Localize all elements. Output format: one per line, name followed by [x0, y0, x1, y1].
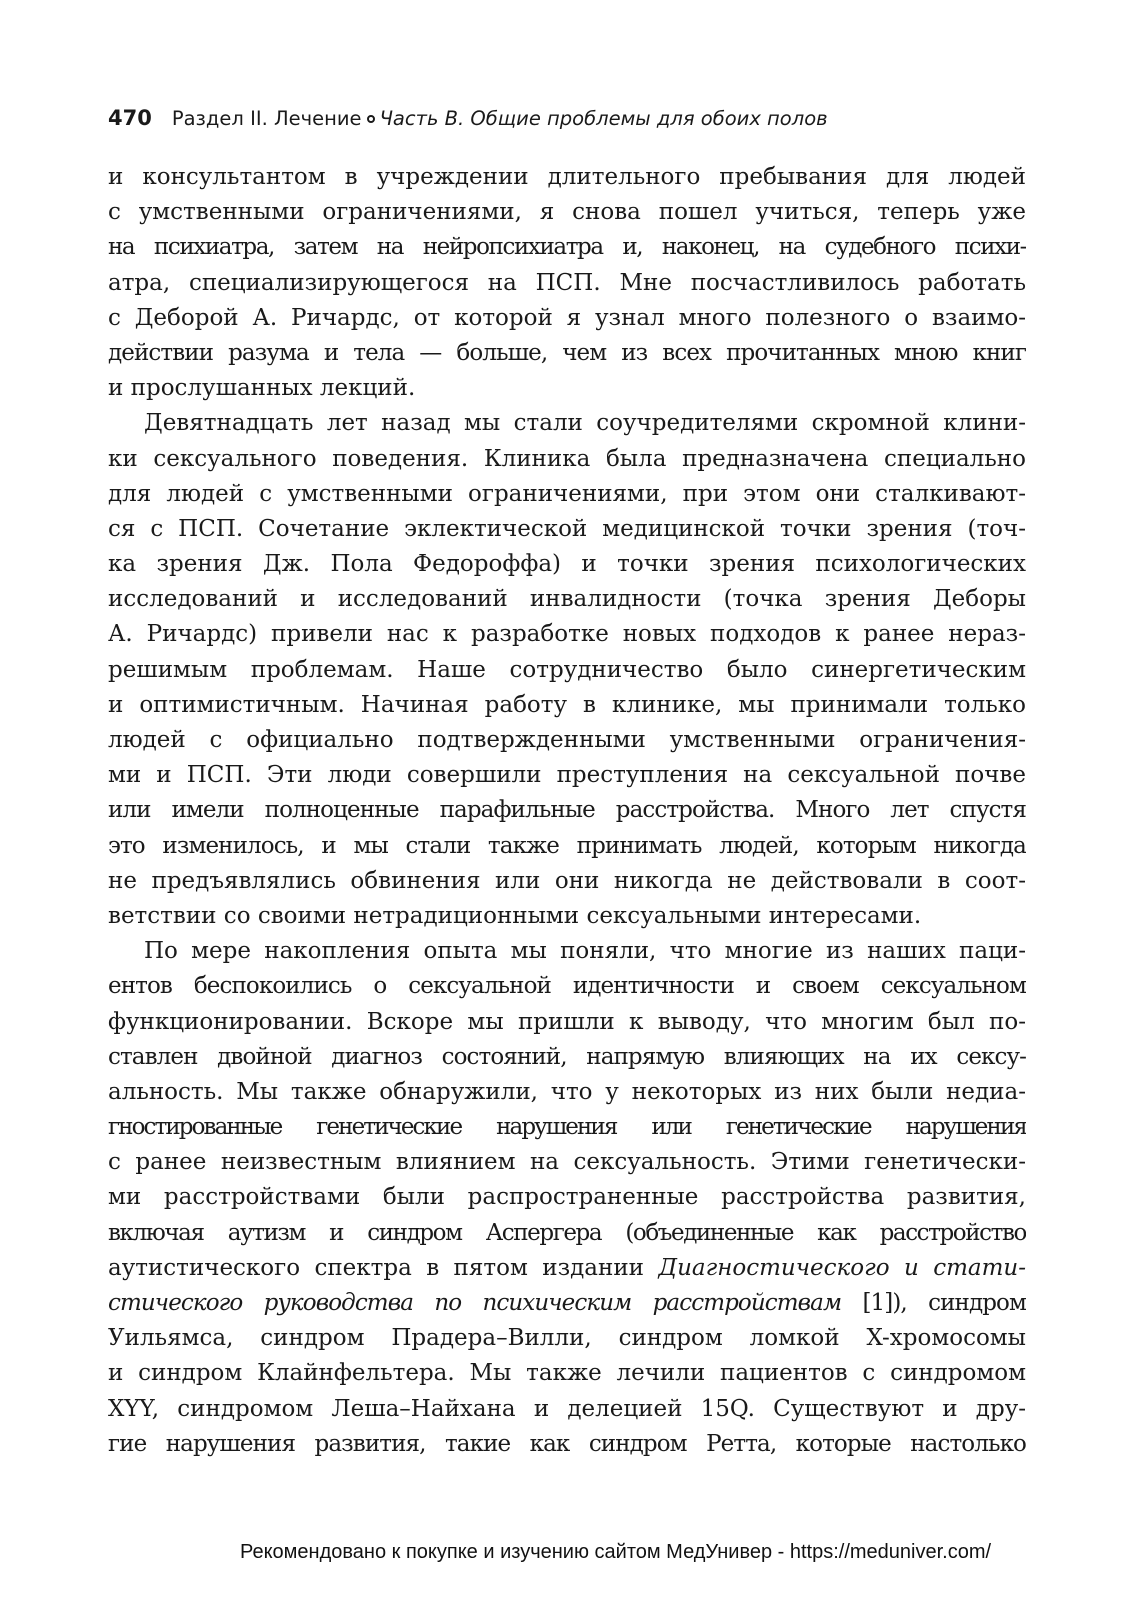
- body-text: [108, 160, 1026, 1462]
- text-line: ки сексуального поведения. Клиника была предназначена специально: [108, 445, 1026, 472]
- page-number: 470: [108, 106, 152, 130]
- text-line: на психиатра, затем на нейропсихиатра и, наконец, на судебного психи-: [108, 234, 1026, 261]
- book-title-italic: стического руководства по психическим расстройствам: [108, 1290, 842, 1316]
- running-head: [108, 104, 1028, 133]
- text-line: ветствии со своими нетрадиционными сексуальными интересами.: [108, 902, 922, 929]
- book-title-italic: Диагностического и стати-: [658, 1254, 1026, 1281]
- text-line: решимым проблемам. Наше сотрудничество было синергетическим: [108, 656, 1026, 683]
- text-line: с умственными ограничениями, я снова пошел учиться, теперь уже: [108, 199, 1026, 226]
- text-line: с Деборой А. Ричардс, от которой я узнал много полезного о взаимо-: [108, 304, 1026, 331]
- text-line: ентов беспокоились о сексуальной идентичности и своем сексуальном: [108, 973, 1026, 1000]
- text-line: XYY, синдромом Леша–Найхана и делецией 15Q. Существуют и дру-: [108, 1395, 1026, 1422]
- watermark-footer: Рекомендовано к покупке и изучению сайтом МедУнивер - https://meduniver.com/: [240, 1541, 992, 1563]
- text-line: ставлен двойной диагноз состояний, напрямую влияющих на их сексу-: [108, 1043, 1026, 1070]
- text-line: атра, специализирующегося на ПСП. Мне посчастливилось работать: [108, 269, 1026, 296]
- text-line: или имели полноценные парафильные расстройства. Много лет спустя: [108, 797, 1026, 824]
- text-line: альность. Мы также обнаружили, что у некоторых из них были недиа-: [108, 1078, 1026, 1105]
- text-line: гностированные генетические нарушения или генетические нарушения: [108, 1114, 1026, 1141]
- text-line: функционировании. Вскоре мы пришли к выводу, что многим был по-: [108, 1008, 1026, 1035]
- text-line: включая аутизм и синдром Аспергера (объединенные как расстройство: [108, 1219, 1026, 1246]
- text-line: и прослушанных лекций.: [108, 375, 416, 402]
- part-title: Часть В. Общие проблемы для обоих полов: [379, 107, 828, 130]
- text-line: ся с ПСП. Сочетание эклектической медицинской точки зрения (точ-: [108, 515, 1026, 542]
- text-line: не предъявлялись обвинения или они никогда не действовали в соот-: [108, 867, 1026, 894]
- text-line: людей с официально подтвержденными умственными ограничения-: [108, 727, 1026, 753]
- section-title: Раздел II. Лечение: [171, 107, 362, 130]
- text-line: Уильямса, синдром Прадера–Вилли, синдром ломкой X-хромосомы: [108, 1325, 1026, 1352]
- text-line: с ранее неизвестным влиянием на сексуальность. Этими генетически-: [108, 1149, 1026, 1176]
- text-line: и синдром Клайнфельтера. Мы также лечили пациентов с синдромом: [108, 1360, 1026, 1387]
- text-line: А. Ричардс) привели нас к разработке новых подходов к ранее нераз-: [108, 621, 1026, 648]
- text-line: ка зрения Дж. Пола Федороффа) и точки зрения психологических: [108, 551, 1026, 578]
- text-line: По мере накопления опыта мы поняли, что многие из наших паци-: [144, 938, 1026, 965]
- text-line: это изменилось, и мы стали также принимать людей, которым никогда: [108, 832, 1026, 859]
- text-line: и консультантом в учреждении длительного пребывания для людей: [108, 164, 1026, 190]
- text-line: Девятнадцать лет назад мы стали соучредителями скромной клини-: [144, 410, 1026, 437]
- text-line: гие нарушения развития, такие как синдром Ретта, которые настолько: [108, 1430, 1026, 1457]
- text-line: и оптимистичным. Начиная работу в клинике, мы принимали только: [108, 691, 1026, 718]
- text-line: исследований и исследований инвалидности (точка зрения Деборы: [108, 586, 1026, 613]
- text-line: аутистического спектра в пятом издании Диагностического и стати-: [108, 1254, 1026, 1281]
- text-line: стического руководства по психическим расстройствам [1]), синдром: [108, 1290, 1026, 1316]
- text-line: ми и ПСП. Эти люди совершили преступления на сексуальной почве: [108, 762, 1026, 789]
- text-line: действии разума и тела — больше, чем из всех прочитанных мною книг: [108, 339, 1026, 366]
- text-line: ми расстройствами были распространенные расстройства развития,: [108, 1184, 1026, 1211]
- text-line: для людей с умственными ограничениями, при этом они сталкивают-: [108, 480, 1026, 507]
- bullet-separator-icon: [367, 115, 375, 123]
